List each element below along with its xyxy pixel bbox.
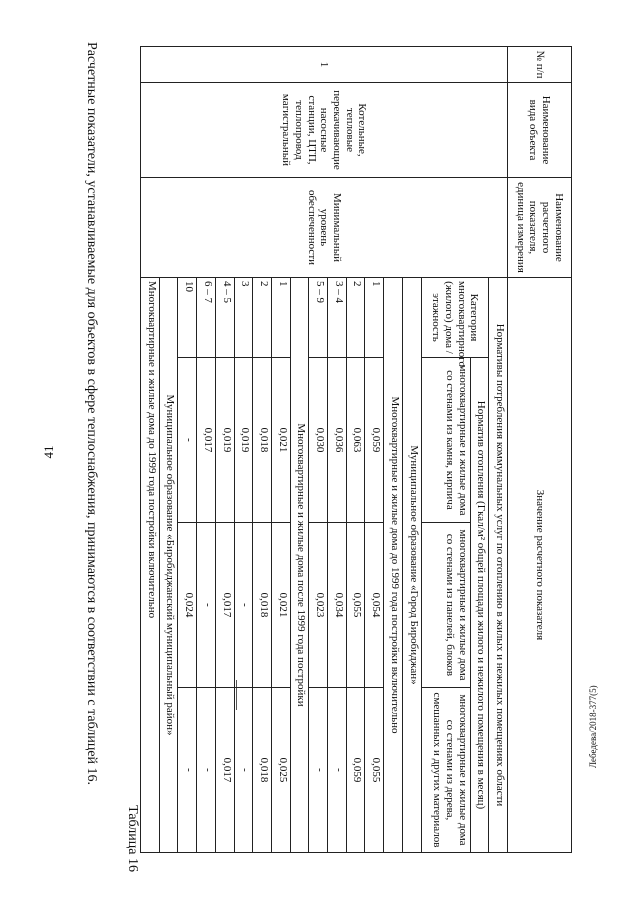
- category-cell: 4 – 5: [215, 278, 234, 358]
- table-label: Таблица 16: [125, 805, 140, 872]
- municipality-birobidzhan: Муниципальное образование «Город Биробиджан»: [402, 278, 421, 853]
- value-cell: 0,017: [197, 358, 216, 523]
- category-cell: 2: [346, 278, 365, 358]
- value-cell: -: [309, 688, 328, 853]
- category-cell: 1: [365, 278, 384, 358]
- value-cell: 0,024: [178, 523, 197, 688]
- value-cell: 0,017: [215, 523, 234, 688]
- sub-header-stone: многоквартирные и жилые дома со стенами из камня, кирпича: [421, 358, 470, 523]
- value-cell: -: [328, 688, 347, 853]
- rotated-page-content: [30, 32, 610, 872]
- header-value: Значение расчетного показателя: [507, 278, 571, 853]
- document-footnote: Лебедева/2018-377(5): [588, 685, 598, 768]
- category-cell: 1: [271, 278, 290, 358]
- value-cell: -: [234, 688, 253, 853]
- group-after-1999: Многоквартирные и жилые дома после 1999 года постройки: [290, 278, 309, 853]
- value-cell: -: [197, 523, 216, 688]
- value-cell: 0,019: [215, 358, 234, 523]
- category-cell: 6 – 7: [197, 278, 216, 358]
- indicator-name: Минимальный уровень обеспеченности: [141, 178, 508, 278]
- object-name: Котельные, тепловые перекачивающие насосные станции, ЦТП, теплопровод магистральный: [141, 83, 508, 178]
- table-container: [140, 46, 572, 852]
- value-cell: 0,063: [346, 358, 365, 523]
- value-cell: 0,019: [234, 358, 253, 523]
- category-cell: 3: [234, 278, 253, 358]
- group-before-1999-district: Многоквартирные и жилые дома до 1999 года постройки включительно: [141, 278, 160, 853]
- value-cell: -: [178, 688, 197, 853]
- value-cell: 0,054: [365, 523, 384, 688]
- category-cell: 3 – 4: [328, 278, 347, 358]
- value-cell: 0,055: [346, 523, 365, 688]
- heat-supply-table: [140, 46, 572, 853]
- sub-header-wood: многоквартирные и жилые дома со стенами из дерева, смешанных и других материалов: [421, 688, 470, 853]
- header-no: № п/п: [507, 47, 571, 83]
- value-cell: 0,018: [253, 688, 272, 853]
- value-cell: 0,018: [253, 358, 272, 523]
- category-header: Категория многоквартирного (жилого) дома / этажность: [421, 278, 489, 358]
- header-indicator: Наименование расчетного показателя, единица измерения: [507, 178, 571, 278]
- category-cell: 5 – 9: [309, 278, 328, 358]
- value-cell: 0,030: [309, 358, 328, 523]
- heating-norm-header: Норматив отопления (Гкал/м² общей площади жилого и нежилого помещения в месяц): [470, 358, 489, 853]
- value-cell: 0,034: [328, 523, 347, 688]
- value-cell: 0,021: [271, 358, 290, 523]
- value-cell: 0,055: [365, 688, 384, 853]
- value-cell: 0,036: [328, 358, 347, 523]
- municipality-birobidzhan-district: Муниципальное образование «Биробиджанский муниципальный район»: [159, 278, 178, 853]
- value-cell: 0,025: [271, 688, 290, 853]
- value-cell: 0,018: [253, 523, 272, 688]
- norm-title: Нормативы потребления коммунальных услуг по отоплению в жилых и нежилых помещениях области: [489, 278, 508, 853]
- value-cell: -: [197, 688, 216, 853]
- value-cell: 0,059: [346, 688, 365, 853]
- value-cell: 0,059: [365, 358, 384, 523]
- value-cell: -: [178, 358, 197, 523]
- group-before-1999: Многоквартирные и жилые дома до 1999 года постройки включительно: [384, 278, 403, 853]
- page-number: 41: [41, 445, 56, 459]
- header-object: Наименование вида объекта: [507, 83, 571, 178]
- row-number: 1: [141, 47, 508, 83]
- category-cell: 10: [178, 278, 197, 358]
- value-cell: 0,023: [309, 523, 328, 688]
- section-heading: Расчетные показатели, устанавливаемые для объектов в сфере теплоснабжения, принимаются в соответствии с таблицей 16.: [84, 42, 99, 786]
- value-cell: 0,021: [271, 523, 290, 688]
- sub-header-panel: многоквартирные и жилые дома со стенами из панелей, блоков: [421, 523, 470, 688]
- value-cell: 0,017: [215, 688, 234, 853]
- value-cell: -: [234, 523, 253, 688]
- category-cell: 2: [253, 278, 272, 358]
